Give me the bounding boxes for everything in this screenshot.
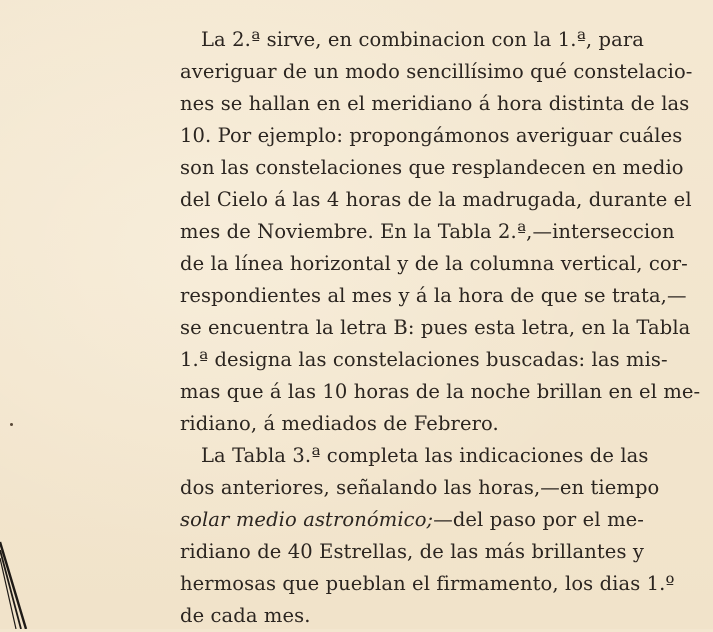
paragraph-1-line-5: son las constelaciones que resplandecen en medio xyxy=(180,156,684,179)
paragraph-1-line-1: La 2.ª sirve, en combinacion con la 1.ª, para xyxy=(201,28,644,51)
paragraph-1-line-12: mas que á las 10 horas de la noche brillan en el me- xyxy=(180,380,701,403)
paragraph-1-line-11: 1.ª designa las constelaciones buscadas: las mis- xyxy=(180,348,668,371)
paragraph-1-line-13: ridiano, á mediados de Febrero. xyxy=(180,412,499,435)
italic-phrase: solar medio astronómico; xyxy=(180,508,434,531)
paragraph-2-line-3: solar medio astronómico;—del paso por el me- xyxy=(180,508,644,531)
paragraph-2-line-1: La Tabla 3.ª completa las indicaciones de las xyxy=(201,444,649,467)
paragraph-1-line-7: mes de Noviembre. En la Tabla 2.ª,—interseccion xyxy=(180,220,675,243)
paragraph-1-line-6: del Cielo á las 4 horas de la madrugada, durante el xyxy=(180,188,692,211)
paragraph-2-line-5: hermosas que pueblan el firmamento, los dias 1.º xyxy=(180,572,675,595)
engraving-fragment xyxy=(0,540,30,629)
paragraph-1-line-3: nes se hallan en el meridiano á hora distinta de las xyxy=(180,92,690,115)
paragraph-1-line-9: respondientes al mes y á la hora de que se trata,— xyxy=(180,284,687,307)
paragraph-1-line-10: se encuentra la letra B: pues esta letra, en la Tabla xyxy=(180,316,691,339)
paragraph-1-line-4: 10. Por ejemplo: propongámonos averiguar cuáles xyxy=(180,124,683,147)
paragraph-2-line-6: de cada mes. xyxy=(180,604,311,627)
paragraph-2-line-4: ridiano de 40 Estrellas, de las más brillantes y xyxy=(180,540,644,563)
paragraph-1-line-2: averiguar de un modo sencillísimo qué constelacio- xyxy=(180,60,693,83)
paragraph-2-line-2: dos anteriores, señalando las horas,—en tiempo xyxy=(180,476,660,499)
ink-speck xyxy=(10,423,13,426)
paragraph-1-line-8: de la línea horizontal y de la columna vertical, cor- xyxy=(180,252,688,275)
